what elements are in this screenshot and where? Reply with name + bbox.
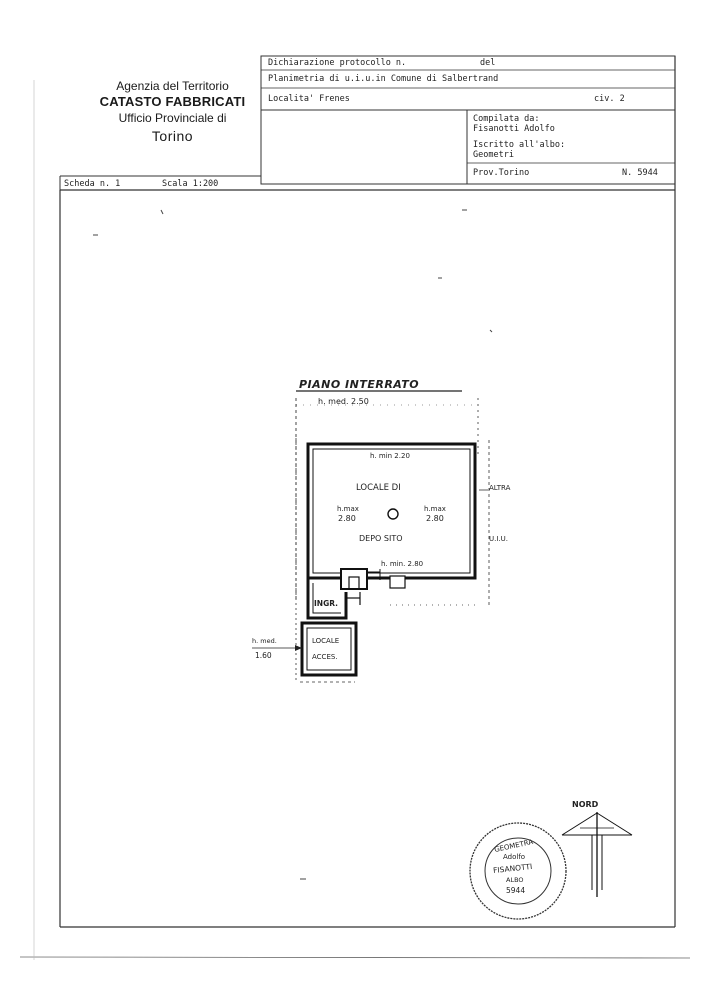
catasto-title: CATASTO FABBRICATI (99, 94, 246, 109)
compilata-label: Compilata da: (473, 114, 540, 124)
h-med-label: h. med. 2.50 (318, 397, 369, 406)
locale-accessorio-label-2: ACCES. (312, 653, 338, 661)
scheda-label: Scheda n. 1 (64, 179, 121, 189)
h-media-side-label: h. med. (252, 637, 277, 645)
iscritto-value: Geometri (473, 150, 514, 160)
h-min-bottom-label: h. min. 2.80 (381, 560, 424, 568)
planimetria-label: Planimetria di u.i.u.in Comune di Salbertrand (268, 74, 499, 84)
stamp-line2: Adolfo (503, 853, 526, 861)
compilata-name: Fisanotti Adolfo (473, 124, 555, 134)
h-max-right-label: h.max (424, 505, 446, 513)
altra-label: ALTRA (489, 484, 511, 492)
stamp-line1: GEOMETRA (493, 837, 534, 855)
provincia-label: Prov.Torino (473, 168, 530, 178)
locale-accessorio-label-1: LOCALE (312, 637, 340, 645)
h-min-top-label: h. min 2.20 (370, 452, 410, 460)
provincia-name: Torino (151, 128, 194, 144)
h-max-right-value: 2.80 (426, 514, 444, 523)
h-max-left-label: h.max (337, 505, 359, 513)
numero-label: N. 5944 (622, 168, 658, 178)
ufficio-label: Ufficio Provinciale di (118, 111, 227, 125)
del-label: del (480, 58, 496, 68)
civico-label: civ. 2 (594, 94, 625, 104)
professional-stamp (470, 823, 566, 919)
h-max-left-value: 2.80 (338, 514, 356, 523)
h-media-side-value: 1.60 (255, 651, 272, 660)
iscritto-label: Iscritto all'albo: (473, 140, 566, 150)
dichiarazione-label: Dichiarazione protocollo n. (268, 58, 407, 68)
locale-di-label: LOCALE DI (356, 483, 401, 493)
stamp-line4: ALBO (506, 876, 524, 884)
stamp-line5: 5944 (506, 886, 526, 895)
ingresso-label: INGR. (314, 599, 338, 608)
uiu-label: U.I.U. (489, 535, 508, 543)
localita-label: Localita' Frenes (268, 94, 350, 104)
agency-name: Agenzia del Territorio (116, 79, 229, 93)
plan-title: PIANO INTERRATO (299, 378, 420, 391)
scala-label: Scala 1:200 (162, 179, 219, 189)
stamp-line3: FISANOTTI (492, 861, 533, 876)
deposito-label: DEPO SITO (359, 534, 403, 543)
nord-label: NORD (572, 800, 599, 809)
